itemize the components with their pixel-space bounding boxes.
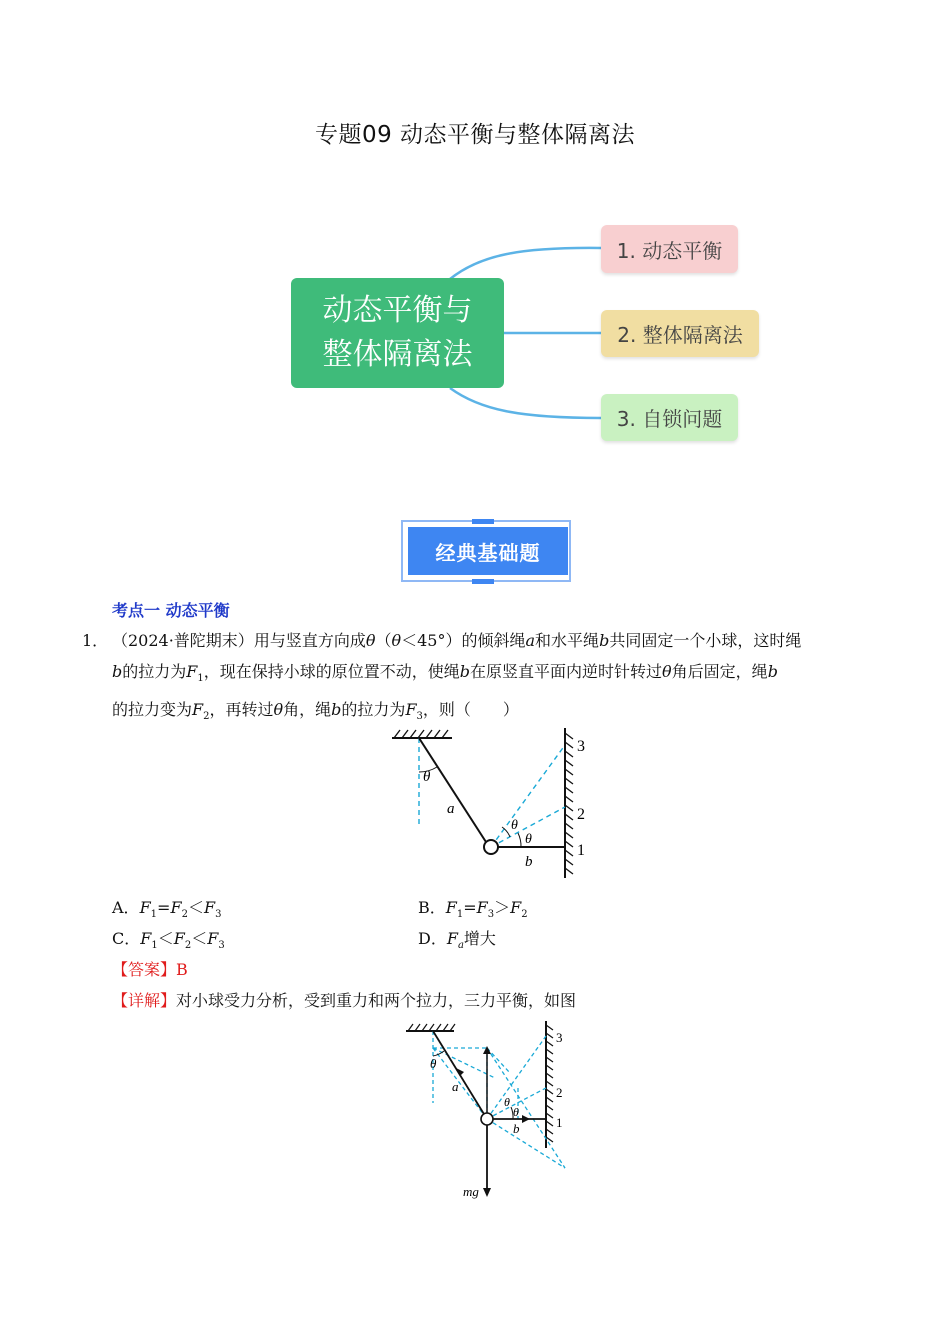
fig2-b-label: b	[513, 1121, 520, 1136]
mindmap-branch-2: 2. 整体隔离法	[601, 310, 759, 357]
detail-line: 【详解】对小球受力分析，受到重力和两个拉力，三力平衡，如图	[112, 991, 577, 1010]
fig1-b-label: b	[525, 854, 533, 870]
question-number: 1．	[82, 631, 109, 650]
mindmap-central-line1: 动态平衡与	[322, 293, 473, 328]
fig1-theta2-label: θ	[525, 832, 532, 847]
mindmap-central-node	[291, 278, 504, 388]
question-body	[112, 625, 872, 732]
badge-label: 经典基础题	[408, 527, 568, 575]
fig2-theta-label: θ	[430, 1056, 437, 1071]
figure-2-diagram	[400, 1018, 580, 1203]
fig1-theta-label: θ	[423, 769, 431, 785]
option-a: A．$F_1=F_2<F_3$	[112, 898, 222, 921]
fig2-theta3-label: θ	[513, 1105, 519, 1119]
fig1-num-3: 3	[577, 738, 585, 755]
section-badge	[400, 519, 576, 585]
fig1-num-2: 2	[577, 806, 585, 823]
answer-line: 【答案】B	[112, 960, 188, 979]
page-title: 专题09 动态平衡与整体隔离法	[314, 122, 636, 148]
question-line-3: 的拉力变为$F_2$，再转过θ角，绳b的拉力为$F_3$，则（ ）	[112, 700, 519, 723]
question-line-1: （2024·普陀期末）用与竖直方向成θ（θ＜45°）的倾斜绳a和水平绳b共同固定一个小球，这时绳	[112, 631, 802, 650]
fig2-num-3: 3	[556, 1030, 563, 1045]
option-d: D．$F_a$增大	[418, 929, 496, 952]
fig2-num-1: 1	[556, 1115, 563, 1130]
fig2-mg-label: mg	[463, 1184, 479, 1199]
fig1-a-label: a	[447, 801, 455, 817]
question-line-2: b的拉力为$F_1$，现在保持小球的原位置不动，使绳b在原竖直平面内逆时针转过θ角后固定，绳b	[112, 662, 778, 685]
option-c: C．$F_1<F_2<F_3$	[112, 929, 225, 952]
figure-1-diagram	[380, 725, 620, 885]
mindmap-branch-3: 3. 自锁问题	[601, 394, 738, 441]
fig1-theta3-label: θ	[511, 818, 518, 833]
mindmap-central-line2: 整体隔离法	[322, 337, 473, 372]
fig2-a-label: a	[452, 1079, 459, 1094]
fig2-num-2: 2	[556, 1085, 563, 1100]
section-heading: 考点一 动态平衡	[112, 601, 230, 620]
mindmap-branch-1: 1. 动态平衡	[601, 225, 738, 273]
option-b: B．$F_1=F_3>F_2$	[418, 898, 528, 921]
fig1-num-1: 1	[577, 842, 585, 859]
fig2-theta2-label: θ	[504, 1095, 510, 1109]
